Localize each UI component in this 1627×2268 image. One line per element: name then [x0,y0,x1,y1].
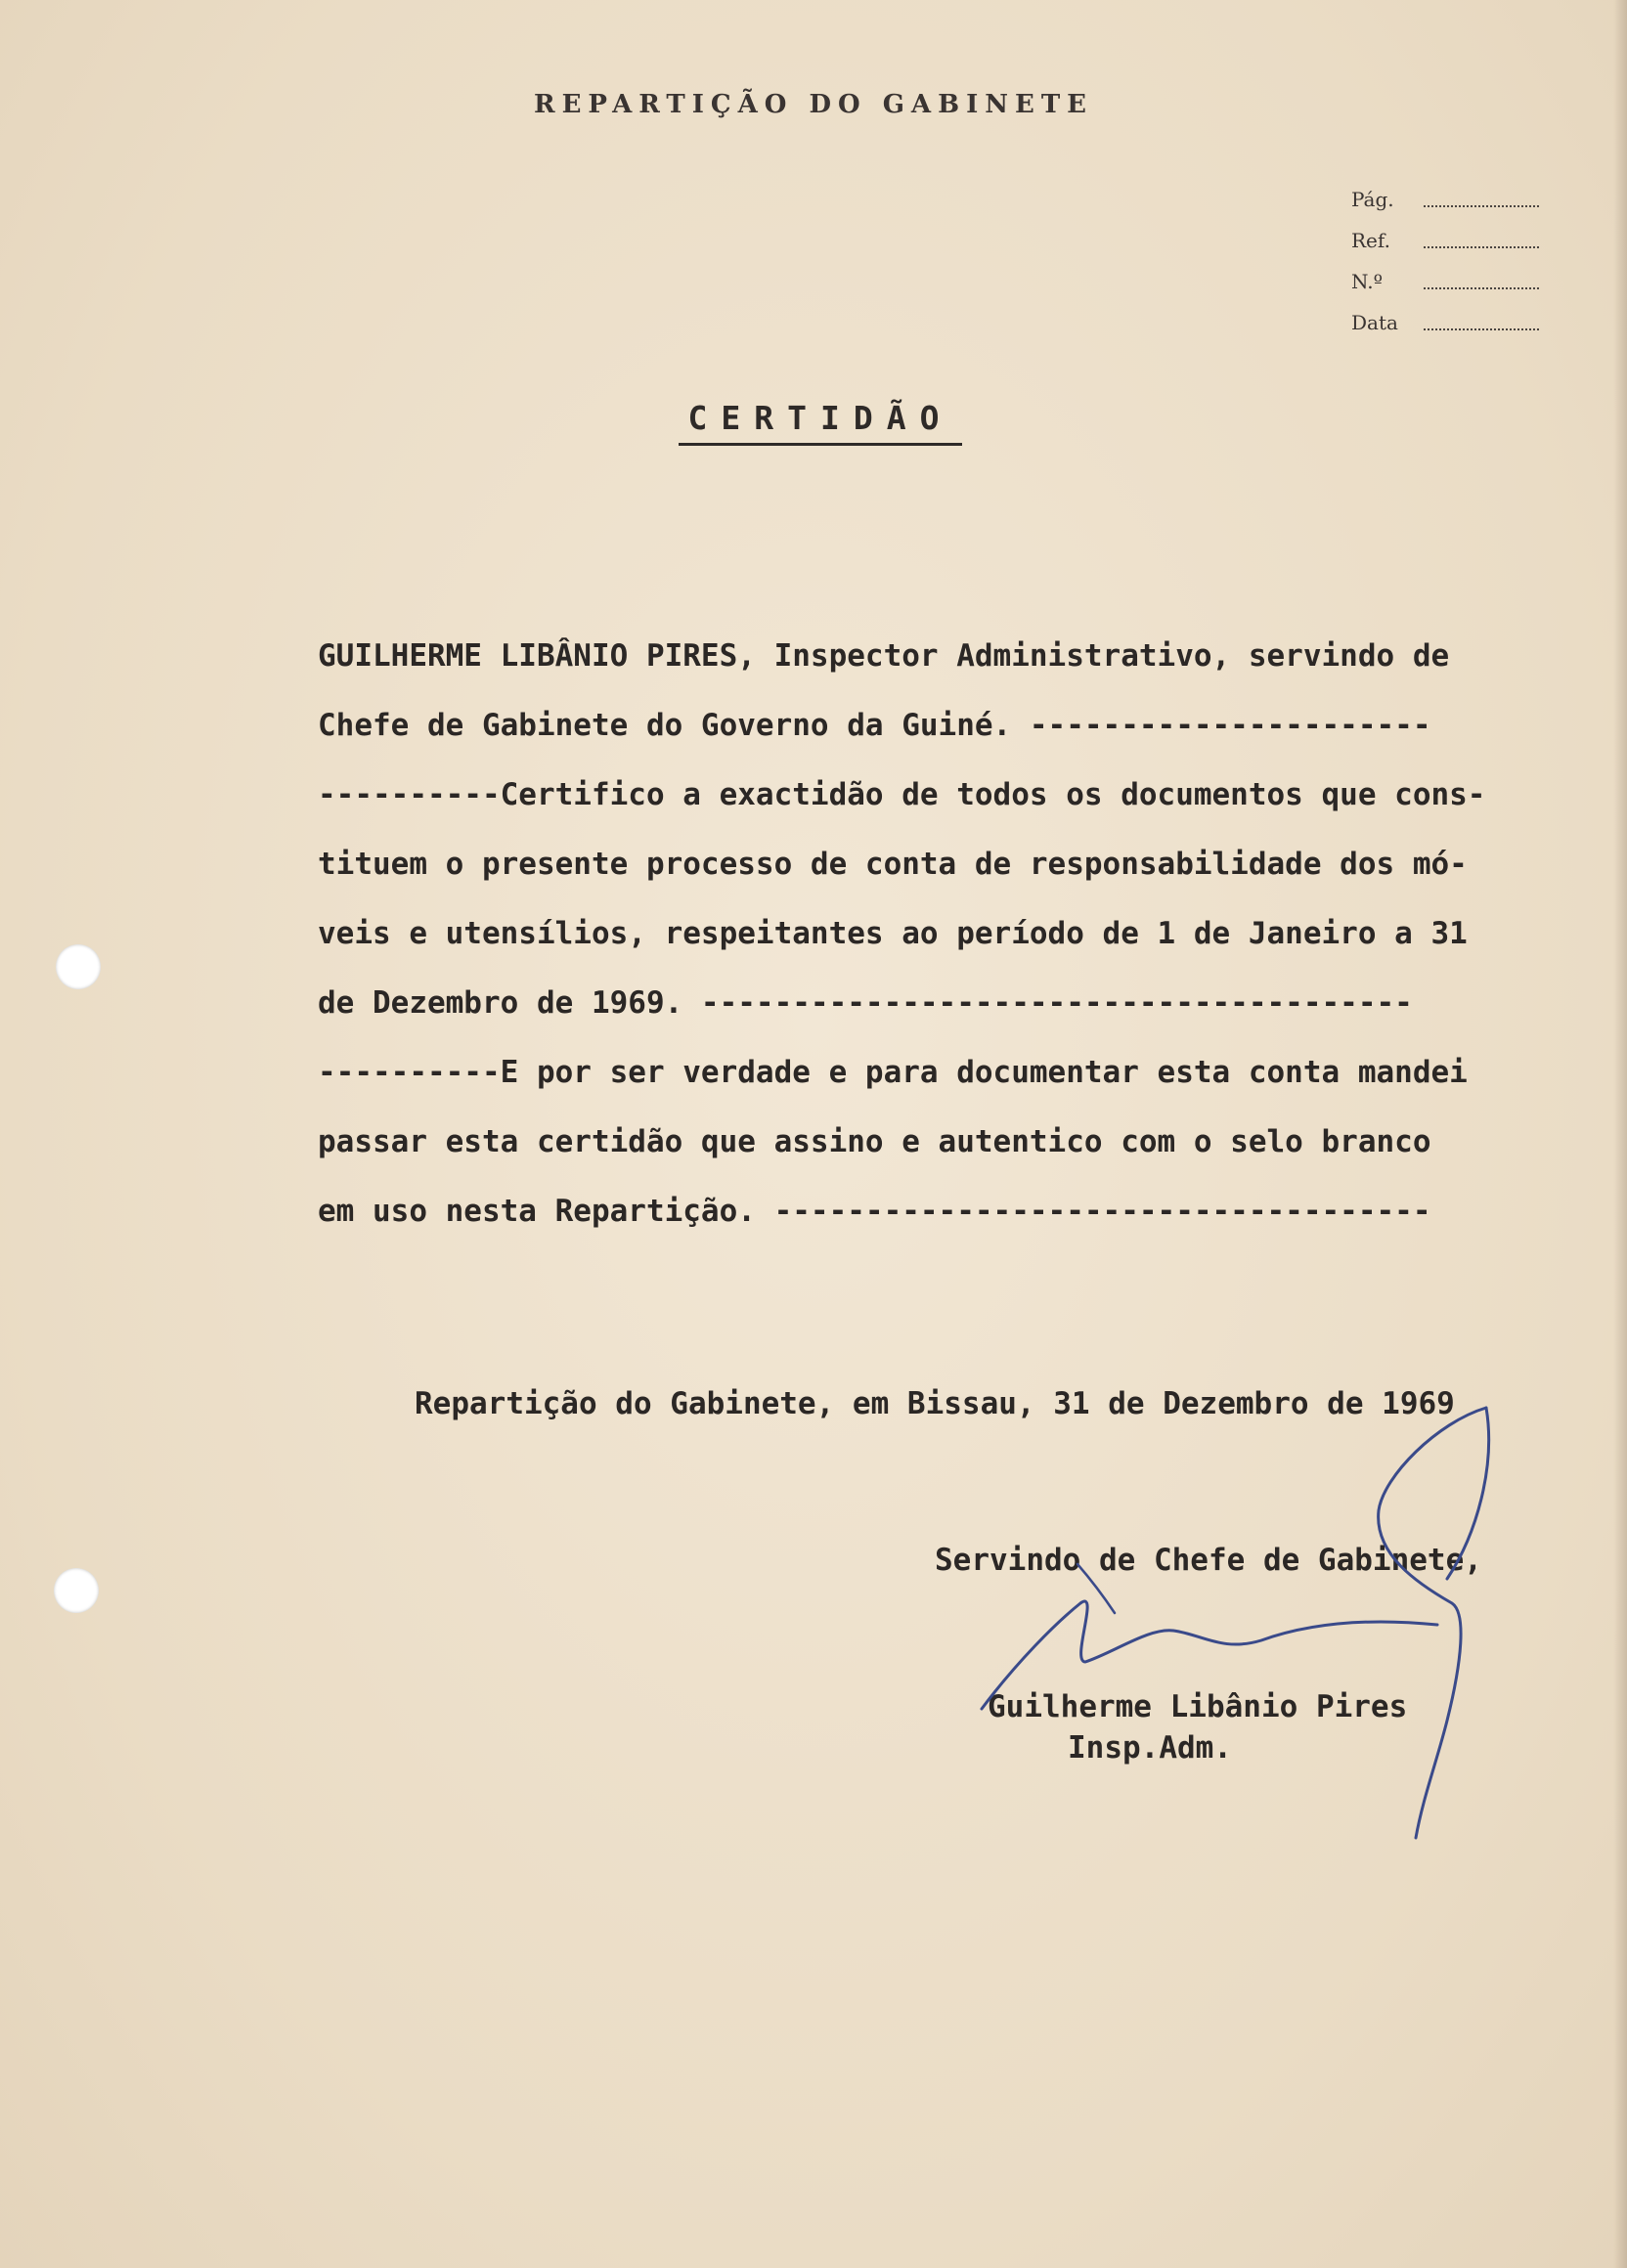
ref-field-number [1351,252,1539,293]
reference-fields [1351,170,1539,334]
body-line: passar esta certidão que assino e autentico com o selo branco [318,1124,1431,1159]
paper-edge-shadow [1613,0,1627,2268]
ref-field-label: N.º [1351,270,1383,293]
ref-field-page [1351,170,1539,211]
body-line: ----------E por ser verdade e para documentar esta conta mandei [318,1055,1468,1090]
ref-field-date [1351,293,1539,334]
ref-field-ref [1351,211,1539,252]
body-line: de Dezembro de 1969. --------------------------------------- [318,985,1413,1021]
body-line: Chefe de Gabinete do Governo da Guiné. ---------------------- [318,708,1431,743]
document-title [0,399,1627,437]
ref-field-label: Ref. [1351,229,1390,252]
body-line: GUILHERME LIBÂNIO PIRES, Inspector Administrativo, servindo de [318,638,1450,674]
ref-field-blank [1424,196,1539,207]
ref-field-label: Pág. [1351,188,1394,211]
ref-field-blank [1424,237,1539,248]
body-line: ----------Certifico a exactidão de todos os documentos que cons- [318,777,1486,812]
document-title-text: CERTIDÃO [679,399,963,446]
signatory-title: Insp.Adm. [1068,1730,1232,1766]
body-line: tituem o presente processo de conta de responsabilidade dos mó- [318,847,1468,882]
certificate-body [318,622,1569,1246]
body-line: veis e utensílios, respeitantes ao período de 1 de Janeiro a 31 [318,916,1468,951]
signatory-name: Guilherme Libânio Pires [988,1689,1408,1724]
body-line: em uso nesta Repartição. ------------------------------------ [318,1194,1431,1229]
letterhead: REPARTIÇÃO DO GABINETE [534,90,1093,119]
ref-field-blank [1424,278,1539,289]
signatory-role: Servindo de Chefe de Gabinete, [935,1543,1482,1578]
punch-hole-upper [56,944,101,989]
punch-hole-lower [54,1568,99,1613]
ref-field-blank [1424,319,1539,330]
ref-field-label: Data [1351,311,1398,334]
place-and-date: Repartição do Gabinete, em Bissau, 31 de Dezembro de 1969 [415,1386,1455,1421]
